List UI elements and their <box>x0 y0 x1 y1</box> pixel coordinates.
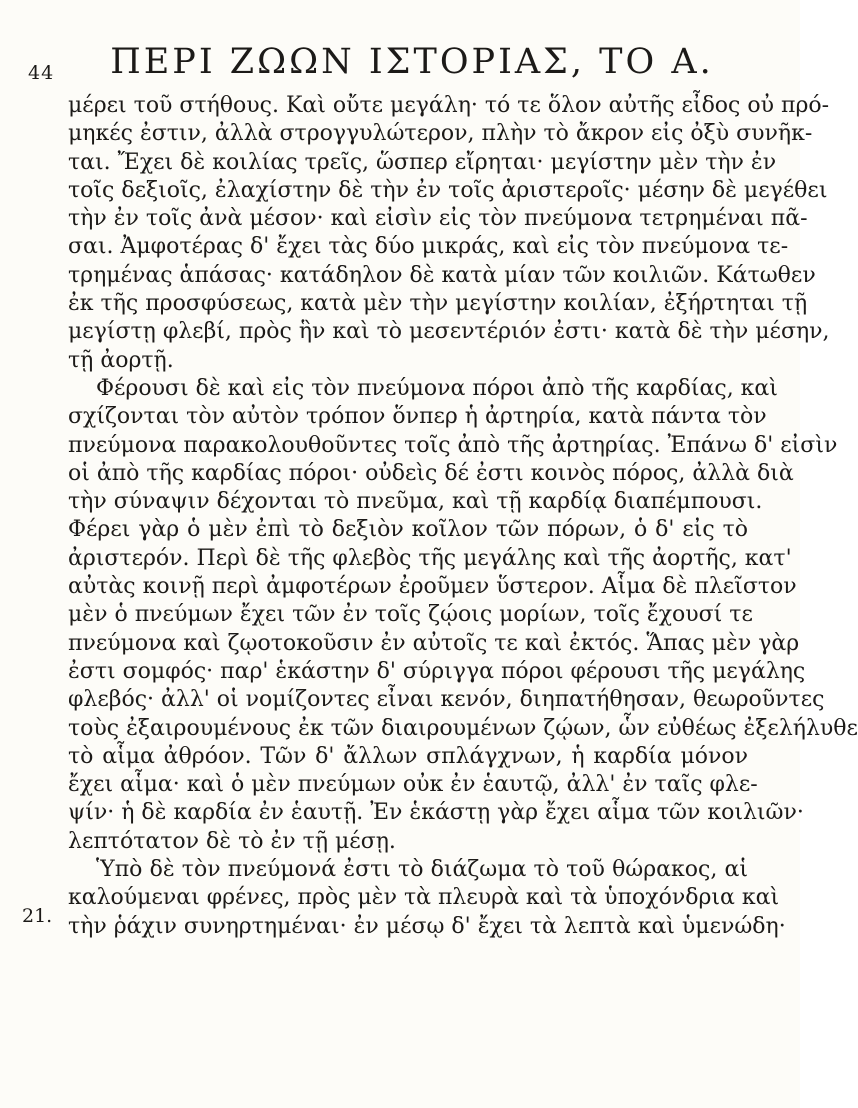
paragraph-start-line: Φέρουσι δὲ καὶ εἰς τὸν πνεύμονα πόροι ἀπὸ τῆς καρδίας, καὶ <box>96 375 778 401</box>
section-number: 21. <box>22 905 53 927</box>
text-line: ἐστι σομφός· παρ' ἑκάστην δ' σύριγγα πόροι φέρουσι τῆς μεγάλης <box>68 658 806 684</box>
text-line: μὲν ὁ πνεύμων ἔχει τῶν ἐν τοῖς ζῴοις μορίων, τοῖς ἔχουσί τε <box>68 602 753 628</box>
text-line: καλούμεναι φρένες, πρὸς μὲν τὰ πλευρὰ καὶ τὰ ὑποχόνδρια καὶ <box>68 885 780 911</box>
page-number: 44 <box>28 62 55 84</box>
text-line: ἐκ τῆς προσφύσεως, κατὰ μὲν τὴν μεγίστην κοιλίαν, ἐξήρτηται τῇ <box>68 291 808 317</box>
text-line: Φέρει γὰρ ὁ μὲν ἐπὶ τὸ δεξιὸν κοῖλον τῶν πόρων, ὁ δ' εἰς τὸ <box>68 517 748 543</box>
text-line: τοῖς δεξιοῖς, ἐλαχίστην δὲ τὴν ἐν τοῖς ἀριστεροῖς· μέσην δὲ μεγέθει <box>68 177 828 203</box>
text-line: τὴν ῥάχιν συνηρτημέναι· ἐν μέσῳ δ' ἔχει τὰ λεπτὰ καὶ ὑμενώδη· <box>68 913 786 939</box>
body-text <box>68 92 858 941</box>
page-header <box>0 42 800 82</box>
text-line: οἱ ἀπὸ τῆς καρδίας πόροι· οὐδεὶς δέ ἐστι κοινὸς πόρος, ἀλλὰ διὰ <box>68 460 794 486</box>
text-line: μέρει τοῦ στήθους. Καὶ οὔτε μεγάλη· τό τε ὅλον αὐτῆς εἶδος οὐ πρό- <box>68 93 830 118</box>
text-line: τοὺς ἐξαιρουμένους ἐκ τῶν διαιρουμένων ζῴων, ὧν εὐθέως ἐξελήλυθε <box>68 715 858 741</box>
text-line: τὸ αἷμα ἀθρόον. Τῶν δ' ἄλλων σπλάγχνων, ἡ καρδία μόνον <box>68 743 748 769</box>
running-title: ΠΕΡΙ ΖΩΩΝ ΙΣΤΟΡΙΑΣ, ΤΟ Α. <box>110 42 714 82</box>
text-line: μεγίστῃ φλεβί, πρὸς ἣν καὶ τὸ μεσεντέριόν ἐστι· κατὰ δὲ τὴν μέσην, <box>68 319 830 345</box>
text-line: τρημένας ἁπάσας· κατάδηλον δὲ κατὰ μίαν τῶν κοιλιῶν. Κάτωθεν <box>68 262 816 288</box>
paragraph-start-line: Ὑπὸ δὲ τὸν πνεύμονά ἐστι τὸ διάζωμα τὸ τοῦ θώρακος, αἱ <box>96 857 748 883</box>
paragraph-end-line: λεπτότατον δὲ τὸ ἐν τῇ μέσῃ. <box>68 828 396 854</box>
text-line: μηκές ἐστιν, ἀλλὰ στρογγυλώτερον, πλὴν τὸ ἄκρον εἰς ὀξὺ συνῆκ- <box>68 121 813 147</box>
text-line: ἀριστερόν. Περὶ δὲ τῆς φλεβὸς τῆς μεγάλης καὶ τῆς ἀορτῆς, κατ' <box>68 545 792 571</box>
text-line: σχίζονται τὸν αὐτὸν τρόπον ὅνπερ ἡ ἀρτηρία, κατὰ πάντα τὸν <box>68 404 767 430</box>
text-line: τὴν ἐν τοῖς ἀνὰ μέσον· καὶ εἰσὶν εἰς τὸν πνεύμονα τετρημέναι πᾶ- <box>68 206 808 232</box>
text-line: ται. Ἔχει δὲ κοιλίας τρεῖς, ὥσπερ εἴρηται· μεγίστην μὲν τὴν ἐν <box>68 149 777 175</box>
paragraph-end-line: τῇ ἀορτῇ. <box>68 347 174 373</box>
text-line: σαι. Ἀμφοτέρας δ' ἔχει τὰς δύο μικράς, καὶ εἰς τὸν πνεύμονα τε- <box>68 234 789 260</box>
text-line: πνεύμονα καὶ ζῳοτοκοῦσιν ἐν αὐτοῖς τε καὶ ἐκτός. Ἅπας μὲν γὰρ <box>68 630 800 656</box>
text-line: αὐτὰς κοινῇ περὶ ἀμφοτέρων ἐροῦμεν ὕστερον. Αἷμα δὲ πλεῖστον <box>68 574 797 600</box>
text-line: ψίν· ἡ δὲ καρδία ἐν ἑαυτῇ. Ἐν ἑκάστῃ γὰρ ἔχει αἷμα τῶν κοιλιῶν· <box>68 800 804 826</box>
text-line: ἔχει αἷμα· καὶ ὁ μὲν πνεύμων οὐκ ἐν ἑαυτῷ, ἀλλ' ἐν ταῖς φλε- <box>68 772 758 798</box>
text-line: φλεβός· ἀλλ' οἱ νομίζοντες εἶναι κενόν, διηπατήθησαν, θεωροῦντες <box>68 687 825 713</box>
text-line: πνεύμονα παρακολουθοῦντες τοῖς ἀπὸ τῆς ἀρτηρίας. Ἐπάνω δ' εἰσὶν <box>68 432 838 458</box>
text-line: τὴν σύναψιν δέχονται τὸ πνεῦμα, καὶ τῇ καρδίᾳ διαπέμπουσι. <box>68 489 763 515</box>
